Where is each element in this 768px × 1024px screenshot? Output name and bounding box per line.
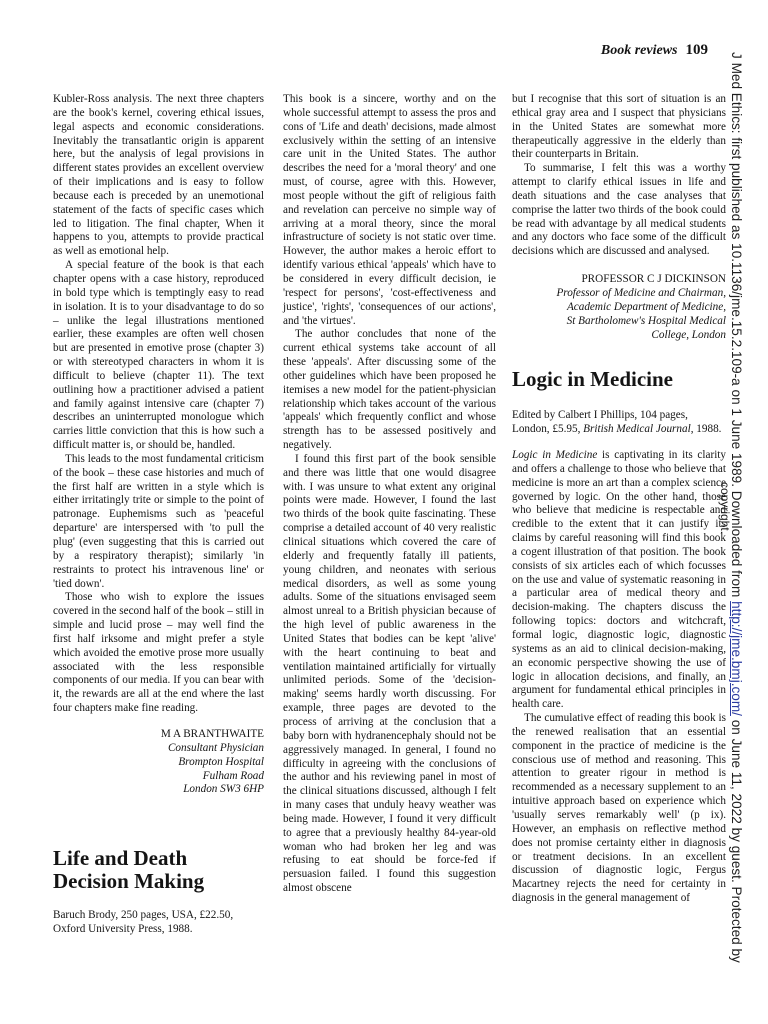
reviewer-affiliation: Academic Department of Medicine,	[566, 300, 726, 313]
reviewer-name: PROFESSOR C J DICKINSON	[581, 273, 726, 286]
paragraph: To summarise, I felt this was a worthy attempt to clarify ethical issues in life and death situations and the case analyses that comprise the latter two thirds of the book could be read with advantage by all medical students and any doctors who face some of the difficult decisions which are discussed and analysed.	[512, 162, 726, 258]
running-header	[601, 42, 708, 59]
reviewer-signature	[53, 728, 264, 797]
review-title: Logic in Medicine	[512, 367, 673, 392]
reviewer-affiliation: London SW3 6HP	[183, 783, 264, 796]
review-bibliography: Baruch Brody, 250 pages, USA, £22.50, Oxford University Press, 1988.	[53, 909, 234, 936]
paragraph: This leads to the most fundamental criticism of the book – these case histories and much of the first half are written in a style which is either irritatingly trite or simple to the point of patronage. Euphemisms such as 'peaceful departure' are interspersed with 'to pull the plug' (even suggesting that this is carried out by a respiratory therapist); similarly 'in restraints to protect his intravenous line' or 'tied down'.	[53, 452, 264, 590]
reviewer-affiliation: Fulham Road	[202, 769, 264, 782]
paragraph: The cumulative effect of reading this book is the renewed realisation that an essential component in the practice of medicine is the conscious use of method and reasoning. This attention to greater rigour in method is recommended as a necessary supplement to an intuitive approach based on experience which 'usually serves remarkably well' (p ix). However, an emphasis on reflective method does not promise certainty either in diagnosis or treatment decisions. In an excellent discussion of diagnostic logic, Fergus Macartney rejects the need for certainty in diagnosis in the general management of	[512, 712, 726, 905]
reviewer-affiliation: College, London	[651, 328, 726, 341]
page-number: 109	[685, 42, 708, 58]
paragraph: I found this first part of the book sensible and there was little that one would disagree with. I was unsure to what extent any original points were made. However, I found the last two thirds of the book quite fascinating. These comprise a detailed account of 40 very realistic clinical situations which covered the care of elderly and frequently fatally ill patients, young children, and neonates with serious medical disorders, as well as some young adults. Some of the situations envisaged seem almost unreal to a British physician because of the high level of public awareness in the United States that bodies can be kept 'alive' with the heart continuing to beat and ventilation maintained artificially for virtually unlimited periods. Some of the 'decision-making' seems hardly worth discussing. For example, three pages are devoted to the process of arriving at the conclusion that a baby born with hydranencephaly should not be aggressively managed. In general, I found no difficulty in agreeing with the conclusions of the author and his reviewing panel in most of the clinical situations discussed, although I felt in many cases that unduly heavy weather was being made. However, I found it very difficult to agree that a previously healthy 84-year-old woman who had broken her leg and was refusing to eat should be force-fed if persuasion failed. I found this suggestion almost obscene	[283, 452, 496, 895]
citation-sidebar: J Med Ethics: first published as 10.1136/jme.15.2.109-a on 1 June 1989. Downloaded from http://jme.bmj.com/ on June 11, 2022 by guest. Protected by	[729, 52, 744, 963]
reviewer-affiliation: St Bartholomew's Hospital Medical	[566, 314, 726, 327]
review-title: Life and Death Decision Making	[53, 846, 205, 894]
reviewer-affiliation: Professor of Medicine and Chairman,	[556, 286, 726, 299]
paragraph: This book is a sincere, worthy and on the whole successful attempt to assess the pros and cons of 'Life and death' decisions, made almost exclusively within the setting of an intensive care unit in the United States. The author describes the need for a 'moral theory' and one must, of course, agree with this. However, most people without the gift of religious faith and revelation can perceive no simple way of arriving at a moral theory, since the moral infrastructure of society is not static over time. However, the author makes a heroic effort to identify various ethical 'appeals' which have to be considered in every difficult decision, ie 'respect for persons', 'cost-effectiveness and justice', 'rights', 'consequences of our actions', and 'the virtues'.	[283, 93, 496, 327]
reviewer-name: M A BRANTHWAITE	[160, 727, 264, 740]
paragraph: Logic in Medicine is captivating in its clarity and offers a challenge to those who believe that medicine is more an art than a complex science governed by logic. On the other hand, those who believe that medicine is respectable and credible to the extent that it can justify its claims by careful reasoning will find this book a cogent illustration of that position. The book consists of six articles each of which focusses on the use and value of systematic reasoning in a particular area of medical theory and decision-making. The chapters discuss the following topics: doctors and witchcraft, formal logic, diagnostic logic, diagnostic systems as an aid to clinical decision-making, an economic perspective showing the use of logic in allocation decisions, and finally, an argument for fundamental ethical principles in health care.	[512, 449, 727, 711]
copyright-note: copyright.	[718, 482, 732, 535]
reviewer-signature	[512, 273, 726, 342]
paragraph: Kubler-Ross analysis. The next three chapters are the book's kernel, covering ethical issues, legal aspects and economic considerations. Inevitably the transatlantic origin is apparent here, but the analysis of legal provisions in different states provides an excellent overview of their implications and is easy to follow because each is preceded by an unemotional statement of the facts of specific cases which led to litigation. The final chapter, When it happens to you, attempts to provide practical as well as emotional help.	[53, 93, 264, 258]
reviewer-affiliation: Consultant Physician	[167, 741, 264, 754]
column-1	[53, 93, 264, 937]
journal-link[interactable]: http://jme.bmj.com/	[729, 601, 744, 716]
column-2	[283, 93, 496, 896]
column-3	[512, 93, 726, 906]
review-bibliography: Edited by Calbert I Phillips, 104 pages, London, £5.95, British Medical Journal, 1988.	[512, 409, 722, 436]
paragraph: but I recognise that this sort of situation is an ethical gray area and I suspect that physicians in the United States are somewhat more therapeutically aggressive in the elderly than their counterparts in Britain.	[512, 93, 726, 161]
book-title: Logic in Medicine	[512, 449, 598, 462]
section-title: Book reviews	[600, 43, 678, 58]
reviewer-affiliation: Brompton Hospital	[178, 755, 264, 768]
paragraph: Those who wish to explore the issues covered in the second half of the book – still in simple and lucid prose – may well find the first half irksome and might prefer a style which avoided the emotive prose more usually associated with the less responsible components of our media. If you can bear with it, the rewards are all at the end where the last four chapters make fine reading.	[53, 591, 264, 715]
paragraph: The author concludes that none of the current ethical systems take account of all these 'appeals'. After discussing some of the other guidelines which have been proposed he itemises a new model for the patient-physician relationship which takes account of the various 'appeals' which frequently conflict and whose strength has to be assessed positively and negatively.	[283, 328, 496, 452]
paragraph: A special feature of the book is that each chapter opens with a case history, reproduced in bold type which is temptingly easy to read in isolation. It is to your disadvantage to do so – unlike the legal illustrations mentioned earlier, these examples are often well chosen but are presented in emotive prose (chapter 3) or with stereotyped characters in whom it is difficult to believe (chapter 11). The text outlining how a practitioner advised a patient and family against intensive care (chapter 7) describes an uninterrupted monologue which carries little conviction that this is how such a difficult matter is, or should be, handled.	[53, 259, 264, 452]
